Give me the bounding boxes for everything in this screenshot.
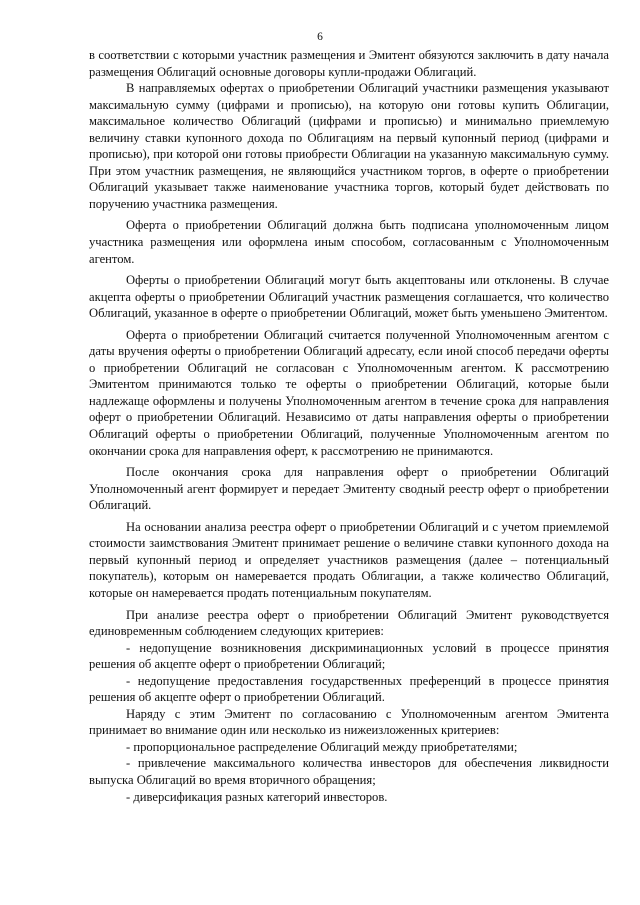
paragraph-summary-register: После окончания срока для направления оферт о приобретении Облигаций Уполномоченный агент формирует и передает Эмитенту сводный реестр оферт о приобретении Облигаций. (89, 465, 609, 513)
paragraph-offer-signature: Оферта о приобретении Облигаций должна быть подписана уполномоченным лицом участника размещения или оформлена иным способом, согласованным с Уполномоченным агентом. (89, 218, 609, 266)
list-item-criterion: - недопущение возникновения дискриминационных условий в процессе принятия решения об акцепте оферт о приобретении Облигаций; (89, 640, 609, 672)
list-item-criterion: - диверсификация разных категорий инвесторов. (126, 789, 388, 804)
paragraph-additional-criteria: Наряду с этим Эмитент по согласованию с Уполномоченным агентом Эмитента принимает во внимание один или несколько из нижеизложенных критериев: (89, 706, 609, 738)
paragraph-offer-acceptance: Оферты о приобретении Облигаций могут быть акцептованы или отклонены. В случае акцепта оферты о приобретении Облигаций участник размещения соглашается, что количество Облигаций, указанное в оферте о приобретении Облигаций, может быть уменьшено Эмитентом. (89, 273, 609, 321)
page-number: 6 (317, 31, 323, 43)
list-item-criterion: - пропорциональное распределение Облигаций между приобретателями; (126, 739, 518, 754)
paragraph-criteria-intro: При анализе реестра оферт о приобретении Облигаций Эмитент руководствуется единовременным соблюдением следующих критериев: (89, 607, 609, 639)
paragraph-continuation: в соответствии с которыми участник размещения и Эмитент обязуются заключить в дату начала размещения Облигаций основные договоры купли-продажи Облигаций. (89, 48, 609, 79)
list-item-criterion: - привлечение максимального количества инвесторов для обеспечения ликвидности выпуска Облигаций во время вторичного обращения; (89, 756, 609, 787)
document-body (89, 47, 609, 805)
paragraph-offer-receipt: Оферта о приобретении Облигаций считается полученной Уполномоченным агентом с даты вручения оферты о приобретении Облигаций адресату, если иной способ передачи оферты о приобретении Облигаций не согласован с Уполномоченным агентом. К рассмотрению Эмитентом принимаются только те оферты о приобретении Облигаций, которые были надлежаще оформлены и получены Уполномоченным агентом в течение срока для направления оферт о приобретении Облигаций. Независимо от даты направления оферты о приобретении Облигаций оферты о приобретении Облигаций, полученные Уполномоченным агентом по окончании срока для направления оферт, к рассмотрению не принимаются. (89, 327, 609, 458)
list-item-criterion: - недопущение предоставления государственных преференций в процессе принятия решения об акцепте оферт о приобретении Облигаций. (89, 673, 609, 705)
paragraph-register-analysis: На основании анализа реестра оферт о приобретении Облигаций и с учетом приемлемой стоимости заимствования Эмитент принимает решение о величине ставки купонного дохода на первый купонный период и определяет участников размещения (далее – потенциальный покупатель), которым он намеревается продать Облигации, а также количество Облигаций, которые он намеревается продать потенциальным покупателям. (89, 519, 609, 600)
paragraph-offer-content: В направляемых офертах о приобретении Облигаций участники размещения указывают максимальную сумму (цифрами и прописью), на которую они готовы купить Облигации, максимальное количество Облигаций (цифрами и прописью) и минимально приемлемую величину ставки купонного дохода по Облигациям на первый купонный период (цифрами и прописью), при которой они готовы приобрести Облигации на указанную максимальную сумму. При этом участник размещения, не являющийся участником торгов, в оферте о приобретении Облигаций указывает также наименование участника торгов, который будет действовать по поручению участника размещения. (89, 81, 609, 211)
